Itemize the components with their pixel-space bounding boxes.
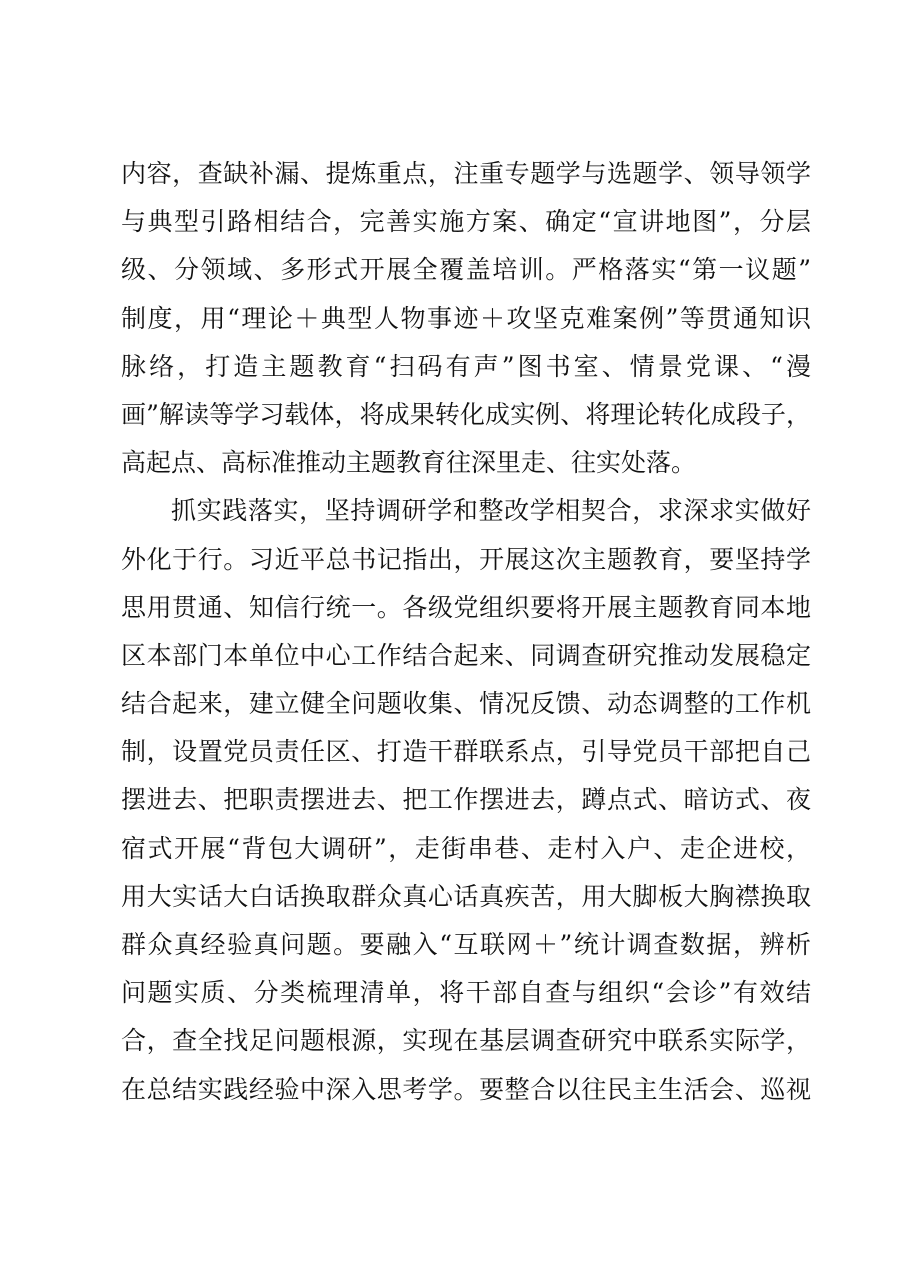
text-line: 区本部门本单位中心工作结合起来、同调查研究推动发展稳定	[121, 640, 811, 670]
text-line: 思用贯通、知信行统一。各级党组织要将开展主题教育同本地	[121, 592, 811, 622]
text-line: 级、分领域、多形式开展全覆盖培训。严格落实“第一议题”	[121, 255, 811, 285]
document-body	[121, 150, 811, 1114]
text-line: 制度，用“理论＋典型人物事迹＋攻坚克难案例”等贯通知识	[121, 303, 811, 333]
text-line: 高起点、高标准推动主题教育往深里走、往实处落。	[121, 448, 697, 478]
text-line: 合，查全找足问题根源，实现在基层调查研究中联系实际学，	[121, 1026, 811, 1056]
text-line: 内容，查缺补漏、提炼重点，注重专题学与选题学、领导领学	[121, 159, 811, 188]
text-line: 脉络，打造主题教育“扫码有声”图书室、情景党课、“漫	[121, 351, 811, 381]
text-line: 问题实质、分类梳理清单，将干部自查与组织“会诊”有效结	[121, 978, 811, 1008]
text-line: 宿式开展“背包大调研”，走街串巷、走村入户、走企进校，	[121, 833, 811, 863]
text-line: 在总结实践经验中深入思考学。要整合以往民主生活会、巡视	[121, 1074, 811, 1104]
text-line: 制，设置党员责任区、打造干群联系点，引导党员干部把自己	[121, 737, 811, 767]
text-line: 画”解读等学习载体，将成果转化成实例、将理论转化成段子，	[121, 399, 811, 429]
text-line: 摆进去、把职责摆进去、把工作摆进去，蹲点式、暗访式、夜	[121, 785, 811, 815]
paragraph-start-line: 抓实践落实，坚持调研学和整改学相契合，求深求实做好	[171, 496, 811, 526]
text-line: 结合起来，建立健全问题收集、情况反馈、动态调整的工作机	[121, 689, 811, 719]
text-line: 外化于行。习近平总书记指出，开展这次主题教育，要坚持学	[121, 544, 811, 574]
text-line: 用大实话大白话换取群众真心话真疾苦，用大脚板大胸襟换取	[121, 881, 811, 911]
text-line: 群众真经验真问题。要融入“互联网＋”统计调查数据，辨析	[121, 930, 811, 959]
text-line: 与典型引路相结合，完善实施方案、确定“宣讲地图”，分层	[121, 207, 811, 237]
